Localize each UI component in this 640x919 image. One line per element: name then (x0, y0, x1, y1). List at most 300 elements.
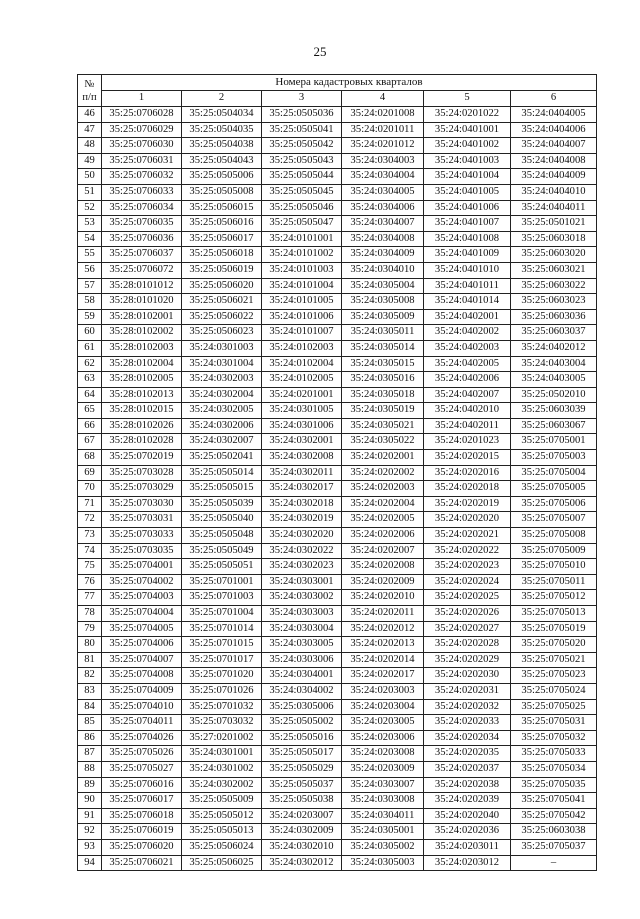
cadastral-number-cell: 35:25:0704002 (102, 574, 182, 590)
cadastral-number-cell: 35:24:0402007 (424, 387, 511, 403)
table-row (78, 761, 597, 777)
cadastral-number-cell: 35:24:0304010 (342, 262, 424, 278)
cadastral-number-cell: 35:24:0202006 (342, 528, 424, 544)
row-number-cell: 54 (78, 231, 102, 247)
cadastral-number-cell: 35:24:0202002 (342, 465, 424, 481)
table-row (78, 231, 597, 247)
cadastral-number-cell: 35:24:0202027 (424, 621, 511, 637)
cadastral-number-cell: 35:24:0302004 (182, 387, 262, 403)
cadastral-number-cell: 35:24:0201023 (424, 434, 511, 450)
cadastral-number-cell: 35:25:0705024 (511, 683, 597, 699)
cadastral-number-cell: 35:25:0505051 (182, 559, 262, 575)
main-header: Номера кадастровых кварталов (102, 75, 597, 91)
cadastral-number-cell: 35:24:0302011 (262, 465, 342, 481)
cadastral-number-cell: 35:24:0401014 (424, 294, 511, 310)
cadastral-number-cell: 35:24:0203004 (342, 699, 424, 715)
table-row (78, 746, 597, 762)
cadastral-number-cell: 35:24:0101003 (262, 262, 342, 278)
cadastral-number-cell: 35:25:0705031 (511, 715, 597, 731)
cadastral-number-cell: 35:24:0202001 (342, 450, 424, 466)
cadastral-number-cell: 35:24:0305009 (342, 309, 424, 325)
row-number-cell: 82 (78, 668, 102, 684)
cadastral-number-cell: 35:25:0701015 (182, 637, 262, 653)
cadastral-number-cell: 35:25:0505041 (262, 122, 342, 138)
table-row (78, 621, 597, 637)
cadastral-number-cell: 35:25:0703031 (102, 512, 182, 528)
row-number-cell: 60 (78, 325, 102, 341)
cadastral-number-cell: 35:24:0202039 (424, 793, 511, 809)
cadastral-number-cell: 35:25:0704006 (102, 637, 182, 653)
table-row (78, 590, 597, 606)
cadastral-number-cell: 35:24:0402012 (511, 340, 597, 356)
cadastral-number-cell: 35:24:0101006 (262, 309, 342, 325)
row-number-cell: 61 (78, 340, 102, 356)
cadastral-number-cell: 35:28:0102015 (102, 403, 182, 419)
cadastral-number-cell: 35:24:0305004 (342, 278, 424, 294)
cadastral-number-cell: 35:25:0505046 (262, 200, 342, 216)
cadastral-number-cell: 35:24:0301004 (182, 356, 262, 372)
row-number-cell: 70 (78, 481, 102, 497)
table-row (78, 715, 597, 731)
cadastral-number-cell: 35:25:0706021 (102, 855, 182, 871)
cadastral-number-cell: 35:24:0202038 (424, 777, 511, 793)
row-number-cell: 57 (78, 278, 102, 294)
cadastral-number-cell: 35:24:0401008 (424, 231, 511, 247)
row-number-cell: 47 (78, 122, 102, 138)
cadastral-number-cell: 35:24:0305019 (342, 403, 424, 419)
cadastral-number-cell: 35:24:0402006 (424, 372, 511, 388)
table-row (78, 512, 597, 528)
cadastral-number-cell: 35:24:0301001 (182, 746, 262, 762)
cadastral-number-cell: 35:24:0404005 (511, 107, 597, 123)
cadastral-number-cell: 35:24:0202015 (424, 450, 511, 466)
table-row (78, 652, 597, 668)
cadastral-number-cell: 35:25:0506016 (182, 216, 262, 232)
page-number: 25 (313, 44, 327, 59)
table-row (78, 855, 597, 871)
cadastral-number-cell: 35:24:0304001 (262, 668, 342, 684)
row-number-cell: 87 (78, 746, 102, 762)
cadastral-number-cell: 35:25:0504038 (182, 138, 262, 154)
cadastral-number-cell: 35:25:0505016 (262, 730, 342, 746)
cadastral-number-cell: 35:25:0505029 (262, 761, 342, 777)
cadastral-number-cell: 35:24:0202020 (424, 512, 511, 528)
cadastral-number-cell: 35:24:0102004 (262, 356, 342, 372)
table-row (78, 808, 597, 824)
cadastral-number-cell: 35:25:0701032 (182, 699, 262, 715)
cadastral-number-cell: 35:24:0202022 (424, 543, 511, 559)
cadastral-number-cell: 35:25:0505002 (262, 715, 342, 731)
cadastral-number-cell: 35:25:0506020 (182, 278, 262, 294)
cadastral-number-cell: 35:28:0101020 (102, 294, 182, 310)
cadastral-number-cell: 35:28:0101012 (102, 278, 182, 294)
cadastral-number-cell: 35:25:0505044 (262, 169, 342, 185)
row-number-cell: 92 (78, 824, 102, 840)
cadastral-number-cell: 35:24:0402002 (424, 325, 511, 341)
table-row (78, 340, 597, 356)
row-number-cell: 50 (78, 169, 102, 185)
cadastral-number-cell: 35:24:0401001 (424, 122, 511, 138)
cadastral-number-cell: 35:24:0101001 (262, 231, 342, 247)
cadastral-number-cell: 35:24:0302002 (182, 777, 262, 793)
cadastral-number-cell: 35:25:0603022 (511, 278, 597, 294)
row-number-cell: 52 (78, 200, 102, 216)
cadastral-number-cell: 35:25:0705020 (511, 637, 597, 653)
cadastral-number-cell: 35:24:0203007 (262, 808, 342, 824)
cadastral-number-cell: 35:25:0706030 (102, 138, 182, 154)
row-number-cell: 55 (78, 247, 102, 263)
cadastral-number-cell: 35:24:0304009 (342, 247, 424, 263)
cadastral-number-cell: 35:24:0304002 (262, 683, 342, 699)
column-number-header: 2 (182, 91, 262, 107)
cadastral-number-cell: 35:24:0202040 (424, 808, 511, 824)
cadastral-number-cell: 35:25:0706033 (102, 184, 182, 200)
row-number-cell: 69 (78, 465, 102, 481)
cadastral-number-cell: 35:24:0304011 (342, 808, 424, 824)
cadastral-number-cell: 35:25:0701026 (182, 683, 262, 699)
cadastral-number-cell: 35:25:0706035 (102, 216, 182, 232)
cadastral-number-cell: 35:25:0501021 (511, 216, 597, 232)
cadastral-number-cell: 35:25:0505037 (262, 777, 342, 793)
cadastral-number-cell: 35:24:0304008 (342, 231, 424, 247)
cadastral-number-cell: 35:24:0305011 (342, 325, 424, 341)
cadastral-number-cell: 35:24:0302009 (262, 824, 342, 840)
cadastral-number-cell: 35:24:0305021 (342, 418, 424, 434)
cadastral-number-cell: 35:25:0706036 (102, 231, 182, 247)
cadastral-number-cell: 35:24:0202028 (424, 637, 511, 653)
cadastral-number-cell: 35:24:0402001 (424, 309, 511, 325)
row-number-cell: 94 (78, 855, 102, 871)
table-body (78, 107, 597, 871)
table-row (78, 403, 597, 419)
cadastral-number-cell: 35:24:0202014 (342, 652, 424, 668)
cadastral-number-cell: 35:25:0706032 (102, 169, 182, 185)
cadastral-number-cell: 35:25:0704003 (102, 590, 182, 606)
cadastral-number-cell: 35:24:0202030 (424, 668, 511, 684)
cadastral-number-cell: 35:24:0302023 (262, 559, 342, 575)
row-number-cell: 63 (78, 372, 102, 388)
row-number-cell: 85 (78, 715, 102, 731)
cadastral-number-cell: 35:24:0303008 (342, 793, 424, 809)
cadastral-number-cell: 35:25:0705042 (511, 808, 597, 824)
cadastral-number-cell: 35:24:0202009 (342, 574, 424, 590)
cadastral-number-cell: 35:24:0304004 (342, 169, 424, 185)
cadastral-number-cell: 35:25:0505036 (262, 107, 342, 123)
cadastral-number-cell: 35:24:0402005 (424, 356, 511, 372)
cadastral-number-cell: 35:24:0303003 (262, 606, 342, 622)
row-number-header (78, 75, 102, 107)
cadastral-number-cell: 35:25:0703032 (182, 715, 262, 731)
cadastral-number-cell: 35:24:0101007 (262, 325, 342, 341)
cadastral-number-cell: 35:25:0505038 (262, 793, 342, 809)
cadastral-number-cell: 35:24:0305003 (342, 855, 424, 871)
table-row (78, 465, 597, 481)
cadastral-number-cell: 35:24:0202018 (424, 481, 511, 497)
cadastral-number-cell: 35:24:0304006 (342, 200, 424, 216)
cadastral-number-cell: 35:24:0201022 (424, 107, 511, 123)
row-number-cell: 66 (78, 418, 102, 434)
cadastral-number-cell: 35:28:0102026 (102, 418, 182, 434)
cadastral-number-cell: 35:24:0401006 (424, 200, 511, 216)
cadastral-number-cell: 35:24:0401005 (424, 184, 511, 200)
table-row (78, 543, 597, 559)
cadastral-number-cell: 35:25:0603038 (511, 824, 597, 840)
cadastral-number-cell: 35:25:0706072 (102, 262, 182, 278)
cadastral-number-cell: 35:24:0305022 (342, 434, 424, 450)
cadastral-number-cell: 35:28:0102003 (102, 340, 182, 356)
cadastral-number-cell: 35:24:0301003 (182, 340, 262, 356)
cadastral-number-cell: 35:24:0304007 (342, 216, 424, 232)
cadastral-number-cell: 35:24:0202010 (342, 590, 424, 606)
row-number-cell: 53 (78, 216, 102, 232)
row-number-cell: 64 (78, 387, 102, 403)
cadastral-number-cell: 35:24:0401011 (424, 278, 511, 294)
cadastral-number-cell: 35:25:0706016 (102, 777, 182, 793)
table-row (78, 450, 597, 466)
cadastral-number-cell: 35:24:0302008 (262, 450, 342, 466)
cadastral-number-cell: 35:24:0202016 (424, 465, 511, 481)
table-row (78, 200, 597, 216)
cadastral-number-cell: 35:25:0603018 (511, 231, 597, 247)
cadastral-number-cell: 35:25:0703035 (102, 543, 182, 559)
cadastral-number-cell: 35:24:0202032 (424, 699, 511, 715)
cadastral-number-cell: 35:24:0201001 (262, 387, 342, 403)
cadastral-number-cell: 35:28:0102028 (102, 434, 182, 450)
table-row (78, 184, 597, 200)
table-row (78, 325, 597, 341)
cadastral-number-cell: 35:24:0302012 (262, 855, 342, 871)
table-row (78, 418, 597, 434)
cadastral-number-cell: 35:25:0506021 (182, 294, 262, 310)
cadastral-number-cell: 35:25:0705013 (511, 606, 597, 622)
row-number-cell: 51 (78, 184, 102, 200)
cadastral-number-cell: 35:24:0302018 (262, 496, 342, 512)
cadastral-number-cell: 35:24:0301006 (262, 418, 342, 434)
table-row (78, 793, 597, 809)
cadastral-number-cell: 35:24:0202012 (342, 621, 424, 637)
row-number-cell: 91 (78, 808, 102, 824)
table-row (78, 824, 597, 840)
cadastral-number-cell: 35:24:0202036 (424, 824, 511, 840)
table-row (78, 668, 597, 684)
cadastral-number-cell: 35:25:0705001 (511, 434, 597, 450)
table-row (78, 122, 597, 138)
column-number-header: 5 (424, 91, 511, 107)
cadastral-number-cell: 35:24:0303001 (262, 574, 342, 590)
cadastral-number-cell: 35:25:0705037 (511, 839, 597, 855)
cadastral-number-cell: 35:25:0701004 (182, 606, 262, 622)
cadastral-number-cell: 35:25:0705008 (511, 528, 597, 544)
row-number-cell: 74 (78, 543, 102, 559)
cadastral-number-cell: 35:25:0704008 (102, 668, 182, 684)
cadastral-number-cell: 35:25:0703030 (102, 496, 182, 512)
cadastral-number-cell: 35:24:0302010 (262, 839, 342, 855)
table-row (78, 559, 597, 575)
cadastral-number-cell: 35:25:0704005 (102, 621, 182, 637)
cadastral-number-cell: 35:25:0706019 (102, 824, 182, 840)
cadastral-number-cell: 35:24:0304003 (342, 153, 424, 169)
cadastral-number-cell: 35:25:0603039 (511, 403, 597, 419)
cadastral-number-cell: 35:24:0402010 (424, 403, 511, 419)
table-row (78, 574, 597, 590)
row-number-cell: 71 (78, 496, 102, 512)
cadastral-number-cell: 35:25:0703028 (102, 465, 182, 481)
cadastral-number-cell: 35:25:0603036 (511, 309, 597, 325)
cadastral-number-cell: 35:25:0705021 (511, 652, 597, 668)
table-row (78, 356, 597, 372)
row-number-cell: 59 (78, 309, 102, 325)
cadastral-number-cell: 35:24:0303002 (262, 590, 342, 606)
cadastral-number-cell: 35:25:0305006 (262, 699, 342, 715)
cadastral-number-cell: 35:24:0201012 (342, 138, 424, 154)
cadastral-number-cell: 35:25:0504043 (182, 153, 262, 169)
cadastral-number-cell: 35:24:0203005 (342, 715, 424, 731)
cadastral-number-cell: 35:24:0202031 (424, 683, 511, 699)
cadastral-number-cell: 35:25:0603020 (511, 247, 597, 263)
cadastral-number-cell: 35:24:0305008 (342, 294, 424, 310)
row-number-cell: 75 (78, 559, 102, 575)
cadastral-number-cell: 35:24:0303007 (342, 777, 424, 793)
cadastral-number-cell: 35:24:0401004 (424, 169, 511, 185)
cadastral-number-cell: 35:25:0706029 (102, 122, 182, 138)
cadastral-number-cell: 35:25:0701020 (182, 668, 262, 684)
cadastral-number-cell: 35:24:0404009 (511, 169, 597, 185)
cadastral-number-cell: 35:24:0203008 (342, 746, 424, 762)
cadastral-number-cell: 35:25:0706028 (102, 107, 182, 123)
cadastral-number-cell: 35:25:0704009 (102, 683, 182, 699)
table-row (78, 387, 597, 403)
row-number-cell: 76 (78, 574, 102, 590)
cadastral-number-cell: 35:25:0705023 (511, 668, 597, 684)
cadastral-number-cell: 35:24:0303006 (262, 652, 342, 668)
table-row (78, 606, 597, 622)
cadastral-number-cell: 35:25:0705012 (511, 590, 597, 606)
cadastral-number-cell: 35:25:0705019 (511, 621, 597, 637)
cadastral-number-cell: 35:25:0505017 (262, 746, 342, 762)
cadastral-number-cell: 35:24:0202021 (424, 528, 511, 544)
cadastral-number-cell: 35:25:0502010 (511, 387, 597, 403)
cadastral-number-cell: 35:24:0102005 (262, 372, 342, 388)
table-row (78, 699, 597, 715)
cadastral-number-cell: 35:24:0302019 (262, 512, 342, 528)
cadastral-number-cell: 35:25:0505043 (262, 153, 342, 169)
cadastral-number-cell: 35:25:0705034 (511, 761, 597, 777)
cadastral-number-cell: 35:25:0505039 (182, 496, 262, 512)
cadastral-number-cell: 35:24:0404011 (511, 200, 597, 216)
cadastral-number-cell: 35:25:0705026 (102, 746, 182, 762)
table-row (78, 777, 597, 793)
cadastral-number-cell: 35:25:0506024 (182, 839, 262, 855)
table-row (78, 247, 597, 263)
table-row (78, 169, 597, 185)
cadastral-number-cell: 35:25:0506023 (182, 325, 262, 341)
row-number-cell: 89 (78, 777, 102, 793)
cadastral-number-cell: 35:24:0302022 (262, 543, 342, 559)
cadastral-number-cell: 35:24:0202025 (424, 590, 511, 606)
cadastral-number-cell: 35:24:0402011 (424, 418, 511, 434)
cadastral-number-cell: 35:25:0505049 (182, 543, 262, 559)
cadastral-number-cell: 35:24:0301002 (182, 761, 262, 777)
cadastral-number-cell: 35:25:0603023 (511, 294, 597, 310)
cadastral-number-cell: 35:24:0401010 (424, 262, 511, 278)
cadastral-number-cell: 35:25:0506022 (182, 309, 262, 325)
cadastral-number-cell: 35:24:0202005 (342, 512, 424, 528)
row-number-header-symbol: № (84, 78, 95, 90)
cadastral-number-cell: 35:24:0305018 (342, 387, 424, 403)
cadastral-number-cell: 35:28:0102004 (102, 356, 182, 372)
cadastral-number-cell: 35:24:0401003 (424, 153, 511, 169)
table-row (78, 730, 597, 746)
cadastral-number-cell: 35:25:0506017 (182, 231, 262, 247)
cadastral-number-cell: 35:25:0603021 (511, 262, 597, 278)
cadastral-number-cell: 35:24:0302020 (262, 528, 342, 544)
cadastral-number-cell: 35:28:0102005 (102, 372, 182, 388)
cadastral-number-cell: 35:24:0202003 (342, 481, 424, 497)
row-number-cell: 81 (78, 652, 102, 668)
row-number-cell: 93 (78, 839, 102, 855)
table-row (78, 294, 597, 310)
cadastral-number-cell: 35:24:0303005 (262, 637, 342, 653)
cadastral-number-cell: 35:27:0201002 (182, 730, 262, 746)
table-row (78, 138, 597, 154)
table-row (78, 683, 597, 699)
cadastral-number-cell: 35:25:0705003 (511, 450, 597, 466)
cadastral-number-cell: 35:25:0705035 (511, 777, 597, 793)
cadastral-number-cell: 35:25:0505040 (182, 512, 262, 528)
cadastral-number-cell: 35:25:0706017 (102, 793, 182, 809)
cadastral-number-cell: 35:24:0302003 (182, 372, 262, 388)
cadastral-number-cell: 35:24:0302017 (262, 481, 342, 497)
cadastral-number-cell: 35:25:0701003 (182, 590, 262, 606)
row-number-header-abbr: п/п (82, 91, 97, 103)
cadastral-number-cell: 35:25:0705041 (511, 793, 597, 809)
cadastral-number-cell: 35:25:0505008 (182, 184, 262, 200)
cadastral-number-cell: – (511, 855, 597, 871)
row-number-cell: 46 (78, 107, 102, 123)
row-number-cell: 67 (78, 434, 102, 450)
cadastral-number-cell: 35:24:0404008 (511, 153, 597, 169)
cadastral-number-cell: 35:24:0202037 (424, 761, 511, 777)
cadastral-number-cell: 35:24:0201008 (342, 107, 424, 123)
row-number-cell: 80 (78, 637, 102, 653)
cadastral-number-cell: 35:25:0705032 (511, 730, 597, 746)
cadastral-number-cell: 35:24:0305002 (342, 839, 424, 855)
cadastral-number-cell: 35:24:0202013 (342, 637, 424, 653)
cadastral-number-cell: 35:25:0706018 (102, 808, 182, 824)
table-row (78, 107, 597, 123)
cadastral-number-cell: 35:24:0203012 (424, 855, 511, 871)
cadastral-number-cell: 35:24:0304005 (342, 184, 424, 200)
table-row (78, 637, 597, 653)
cadastral-number-cell: 35:24:0302001 (262, 434, 342, 450)
cadastral-quarters-table (77, 74, 597, 871)
row-number-cell: 84 (78, 699, 102, 715)
cadastral-number-cell: 35:24:0202029 (424, 652, 511, 668)
cadastral-number-cell: 35:25:0506018 (182, 247, 262, 263)
row-number-cell: 79 (78, 621, 102, 637)
cadastral-number-cell: 35:25:0705004 (511, 465, 597, 481)
cadastral-number-cell: 35:24:0404006 (511, 122, 597, 138)
cadastral-number-cell: 35:25:0706034 (102, 200, 182, 216)
cadastral-number-cell: 35:25:0505047 (262, 216, 342, 232)
cadastral-number-cell: 35:25:0505009 (182, 793, 262, 809)
table-row (78, 309, 597, 325)
cadastral-number-cell: 35:25:0505045 (262, 184, 342, 200)
row-number-cell: 48 (78, 138, 102, 154)
cadastral-number-cell: 35:25:0505012 (182, 808, 262, 824)
cadastral-number-cell: 35:24:0202004 (342, 496, 424, 512)
cadastral-number-cell: 35:25:0704010 (102, 699, 182, 715)
